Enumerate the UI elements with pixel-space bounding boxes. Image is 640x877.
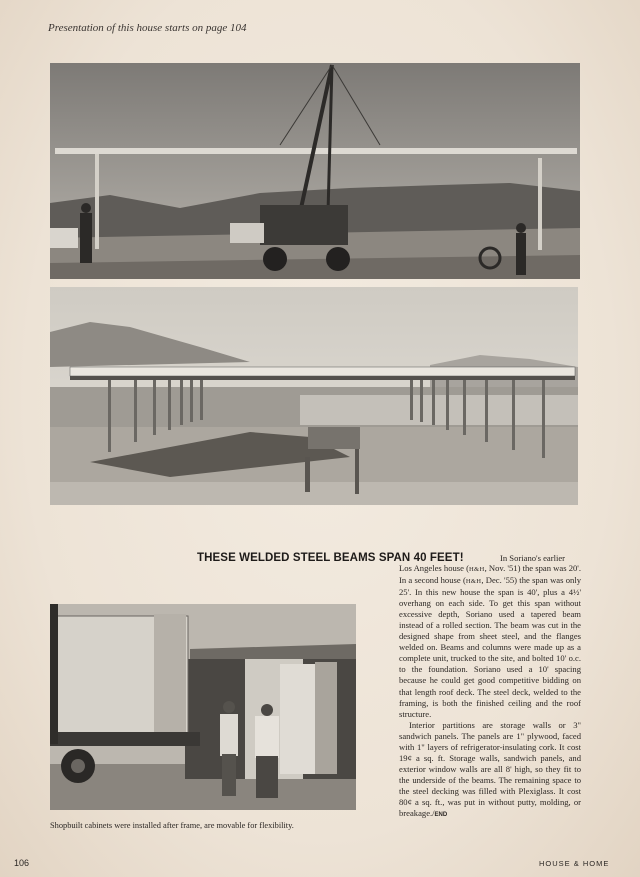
magazine-name: HOUSE & HOME (539, 859, 610, 868)
page-header-note: Presentation of this house starts on page 104 (48, 22, 247, 34)
body-first-line: In Soriano's earlier (500, 553, 566, 563)
body-paragraph-2: Interior partitions are storage walls or 3" sandwich panels. The panels are 1" plywood, faced with 1" layers of refrigerator-insulating cork. It cost 19¢ a sq. ft. Storage walls, sandwich panels, and exterior window walls are all 8' high, so they fit to the underside of the beams. The remaining space to the steel decking was filled with Plexiglass. It cost 80¢ a sq. ft., was put in without putty, molding, or breakage./END (399, 719, 581, 819)
page-number: 106 (14, 858, 30, 868)
photo-caption: Shopbuilt cabinets were installed after frame, are movable for flexibility. (50, 821, 294, 830)
article-body (399, 563, 581, 821)
article-headline: THESE WELDED STEEL BEAMS SPAN 40 FEET! (197, 552, 464, 564)
body-paragraph-1: Los Angeles house (H&H, Nov. '51) the span was 20'. In a second house (H&H, Dec. '55) the span was only 25'. In this new house the span is 40', plus a 4½' overhang on each side. To get this span without excessive depth, Soriano used a tapered beam instead of a rolled section. The beam was cut in the designed shape from sheet steel, and the flanges welded on. Beams and columns were made up as a complete unit, trucked to the site, and bolted 10' o.c. to the foundation. Soriano used a 10' spacing because he could get good competitive bidding on that length roof deck. The steel deck, welded to the framing, is both the finished ceiling and the roof structure. (399, 563, 582, 719)
photo-steel-frame-site (50, 287, 578, 505)
end-mark: END (434, 812, 448, 819)
photo-crane-lifting-beam (50, 63, 580, 279)
photo-shopbuilt-cabinets (50, 604, 356, 810)
